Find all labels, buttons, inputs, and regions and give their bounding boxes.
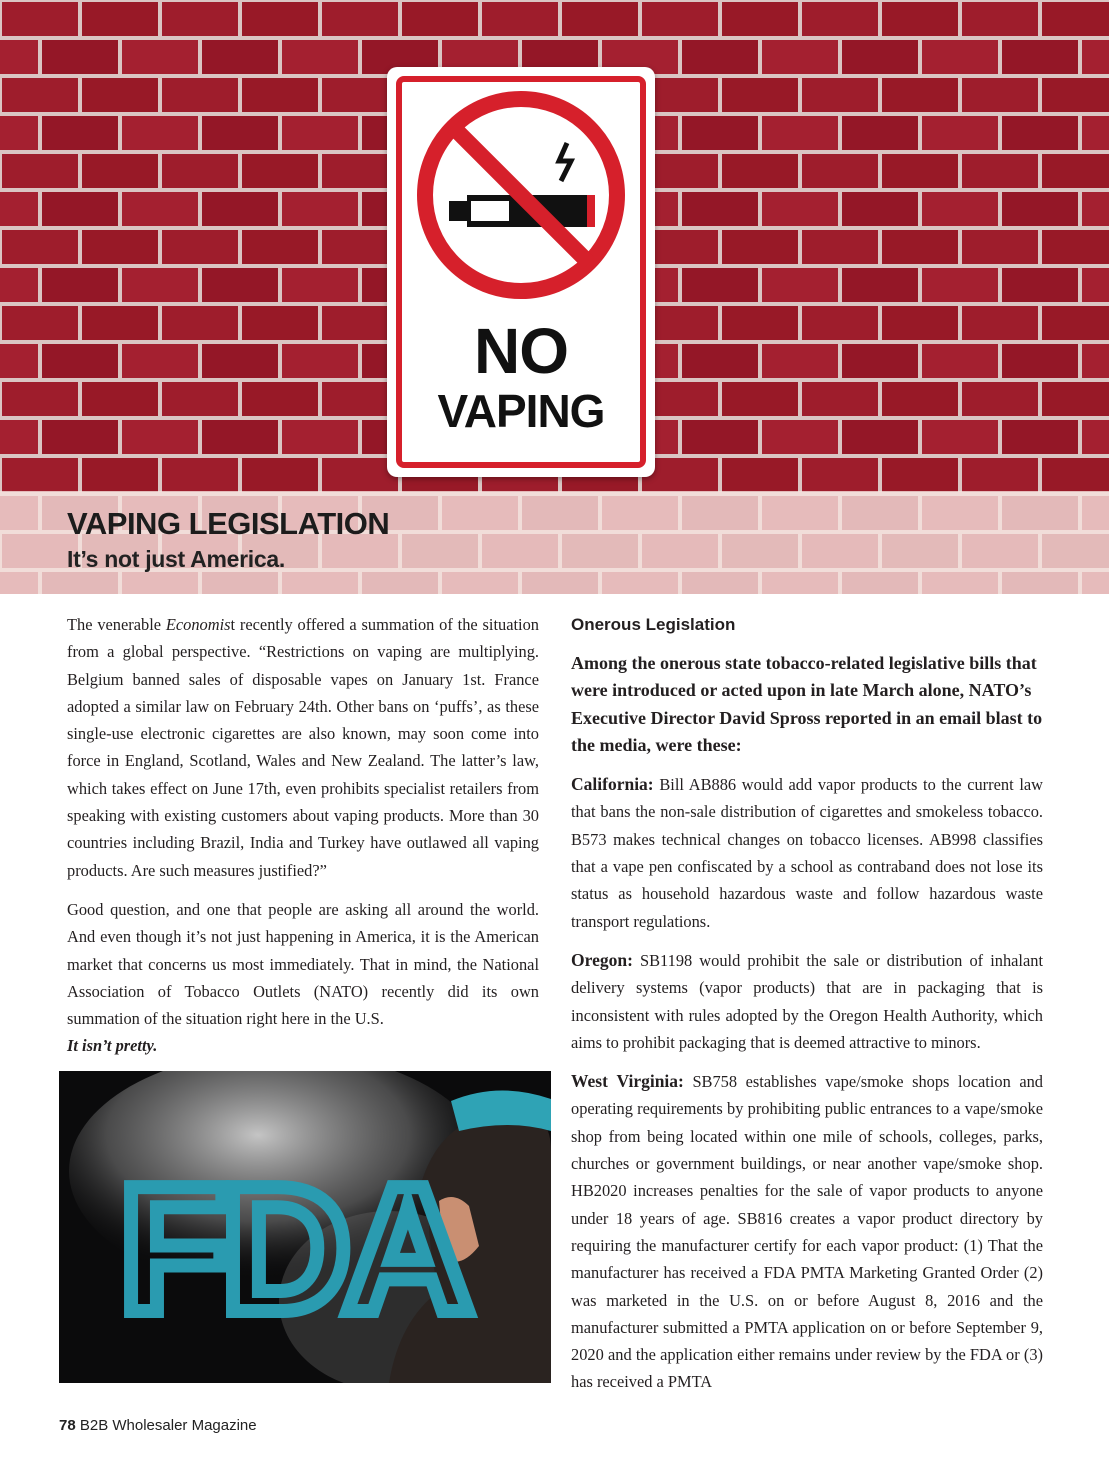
california-paragraph bbox=[571, 771, 1043, 935]
second-paragraph-text: Good question, and one that people are asking all around the world. And even though it’s not just happening in America, it is the American market that concerns us most immediately. That in mind, the National Association of Tobacco Outlets (NATO) recently did its own summation of the situation right here in the U.S. bbox=[67, 899, 539, 1029]
right-column bbox=[571, 611, 1043, 1408]
sign-text-no: NO bbox=[474, 315, 568, 387]
oregon-label: Oregon: bbox=[571, 949, 633, 970]
intro-paragraph bbox=[67, 611, 539, 884]
second-paragraph bbox=[67, 896, 539, 1060]
it-isnt-pretty: It isn’t pretty. bbox=[67, 1036, 158, 1056]
left-column bbox=[67, 611, 539, 1060]
no-vaping-icon bbox=[409, 83, 633, 307]
no-vaping-sign bbox=[387, 67, 655, 477]
west-virginia-text: SB758 establishes vape/smoke shops location and operating requirements by prohibiting public entrances to a vape/smoke shop from being located within one mile of schools, colleges, parks, churches or government buildings, or near another vape/smoke shop. HB2020 increases penalties for the sale of vapor products to anyone under 18 years of age. SB816 creates a vapor product directory by requiring the manufacturer certify for each vapor product: (1) That the manufacturer has received a FDA PMTA Marketing Granted Order (2) was marketed in the U.S. on or before August 8, 2016 and the manufacturer submitted a PMTA application on or before September 9, 2020 and the application either remains under review by the FDA or (3) has received a PMTA bbox=[571, 1072, 1044, 1392]
economist-title: Economis bbox=[165, 615, 231, 634]
west-virginia-paragraph bbox=[571, 1068, 1043, 1396]
hero-image bbox=[0, 0, 1109, 594]
sign-text-vaping: VAPING bbox=[437, 385, 605, 437]
west-virginia-label: West Virginia: bbox=[571, 1071, 684, 1092]
section-heading: Onerous Legislation bbox=[571, 615, 736, 634]
article-headline: VAPING LEGISLATION bbox=[67, 506, 390, 541]
fda-vaping-photo bbox=[59, 1071, 551, 1383]
fda-logo-text: FDA bbox=[119, 1149, 465, 1350]
california-text: Bill AB886 would add vapor products to the current law that bans the non-sale distribution of cigarettes and smokeless tobacco. B573 makes technical changes on tobacco licenses. AB998 classifies that a vape pen confiscated by a school as contraband does not lose its status as household hazardous waste and follow hazardous waste transport regulations. bbox=[571, 775, 1043, 931]
california-label: California: bbox=[571, 774, 654, 795]
oregon-paragraph bbox=[571, 947, 1043, 1056]
page-number: 78 bbox=[59, 1417, 76, 1434]
oregon-text: SB1198 would prohibit the sale or distribution of inhalant delivery systems (vapor products) that are in packaging that is inconsistent with rules adopted by the Oregon Health Authority, which aims to prohibit packaging that is deemed attractive to minors. bbox=[571, 950, 1043, 1052]
vaping-man-fda-logo-image bbox=[59, 1071, 551, 1383]
publication-name: B2B Wholesaler Magazine bbox=[79, 1417, 257, 1434]
page-footer bbox=[59, 1417, 257, 1434]
intro-text-rest: t recently offered a summation of the situation from a global perspective. “Restrictions on vaping are multiplying. Belgium banned sales of disposable vapes on January 1st. France adopted a similar law on February 24th. Other bans on ‘puffs’, as these single-use electronic cigarettes are also known, may soon come into force in England, Scotland, Wales and New Zealand. The latter’s law, which takes effect on June 17th, even prohibits specialist retailers from speaking with existing customers about vaping products. More than 30 countries including Brazil, India and Turkey have outlawed all vaping products. Are such measures justified?” bbox=[67, 615, 539, 880]
intro-text-start: The venerable bbox=[67, 615, 166, 634]
article-subhead: It’s not just America. bbox=[67, 546, 285, 572]
lead-paragraph: Among the onerous state tobacco-related legislative bills that were introduced or acted upon in late March alone, NATO’s Executive Director David Spross reported in an email blast to the media, were these: bbox=[571, 653, 1043, 755]
